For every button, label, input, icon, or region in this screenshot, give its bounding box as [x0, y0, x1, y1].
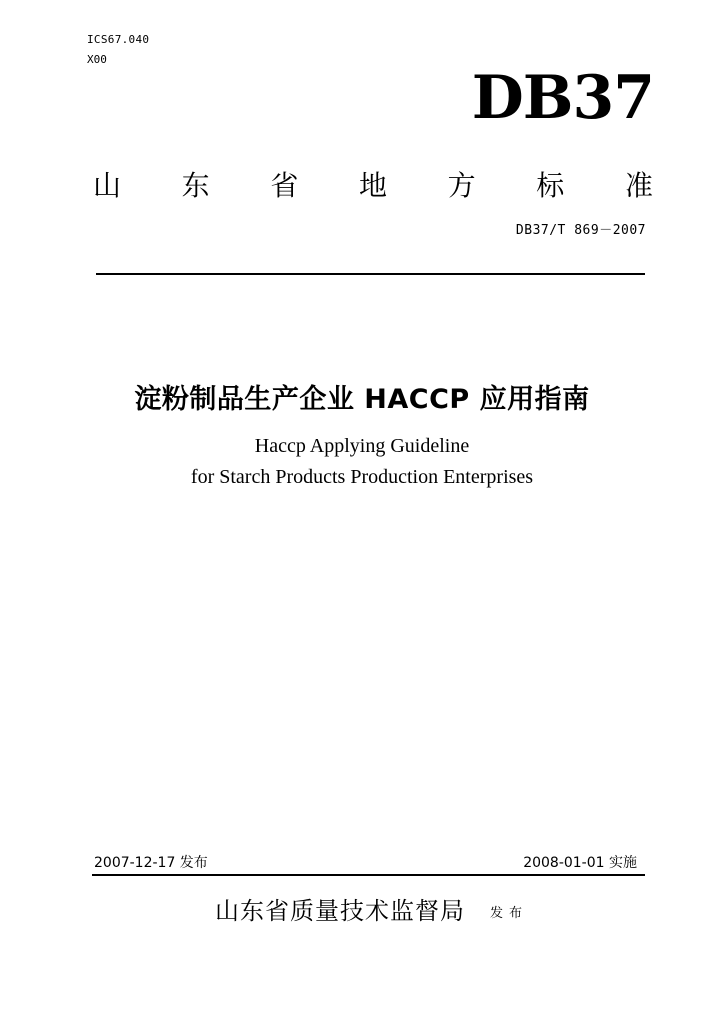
header-divider: [96, 273, 645, 275]
implementation-date: 2008-01-01 实施: [523, 855, 637, 871]
standard-type-char: 方: [447, 169, 476, 202]
standard-mark: DB37: [471, 63, 654, 133]
publish-label: 发布: [490, 906, 529, 921]
document-title-english-line1: Haccp Applying Guideline: [254, 435, 470, 457]
issuing-authority: 山东省质量技术监督局: [215, 897, 465, 925]
standard-type-char: 东: [181, 169, 210, 202]
standard-type-char: 地: [358, 169, 387, 202]
standard-type-char: 山: [93, 169, 122, 202]
standard-type-char: 标: [536, 169, 565, 202]
standard-type-char: 省: [270, 169, 299, 202]
standard-type-title: [93, 166, 653, 206]
ics-code: ICS67.040: [87, 33, 150, 46]
classification-code: X00: [87, 53, 107, 66]
standard-type-char: 准: [624, 169, 653, 202]
footer-divider: [92, 874, 645, 876]
issue-date: 2007-12-17 发布: [94, 855, 208, 871]
standard-number: DB37/T 869－2007: [515, 223, 646, 238]
document-title-chinese: 淀粉制品生产企业 HACCP 应用指南: [134, 384, 590, 415]
document-title-english-line2: for Starch Products Production Enterprises: [190, 466, 534, 488]
